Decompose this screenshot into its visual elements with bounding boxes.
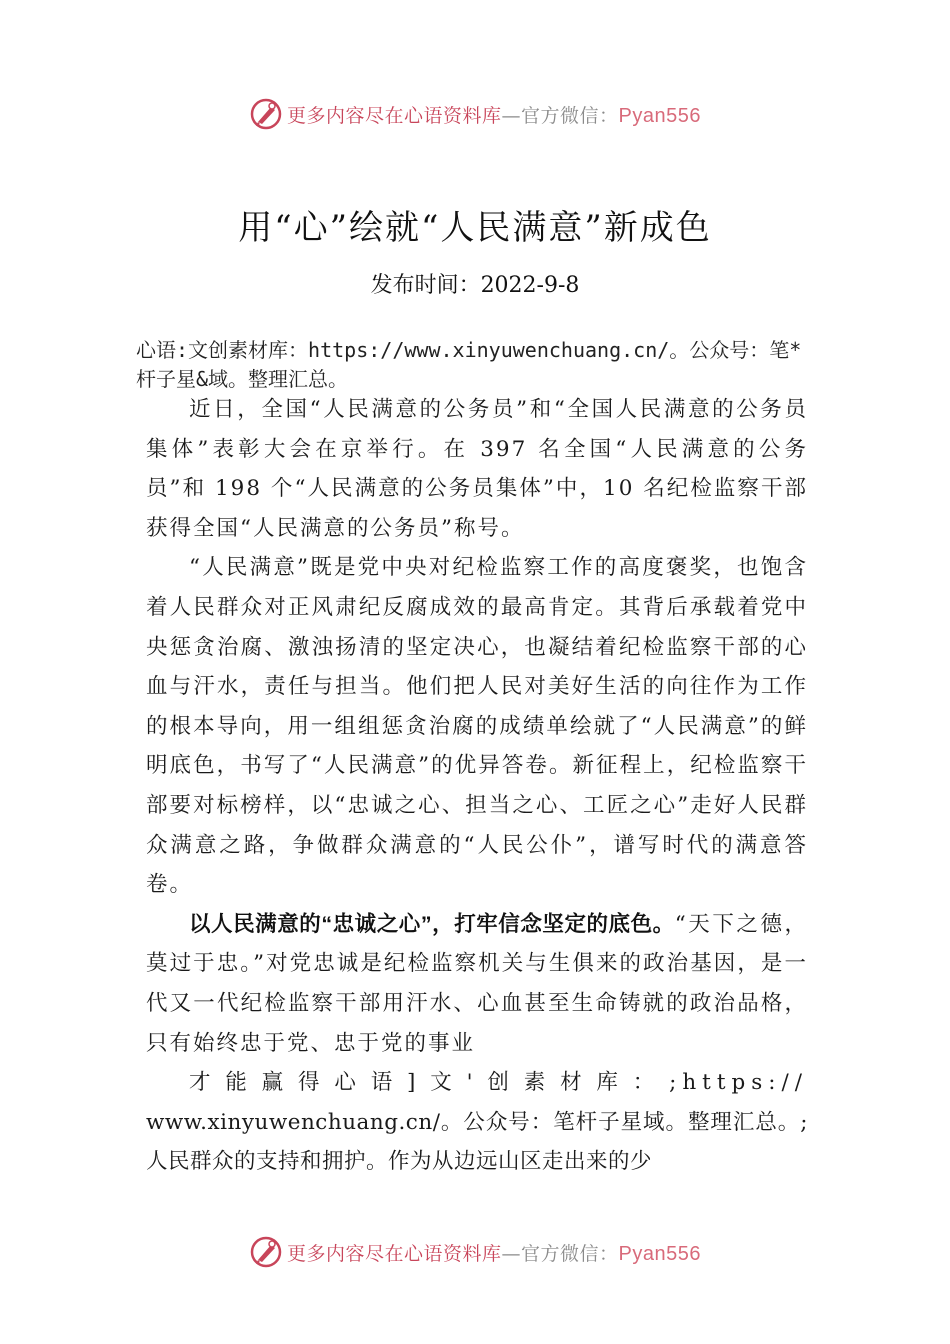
banner-wechat-id: Pyan556 [618, 104, 701, 127]
paragraph-1: 近日，全国“人民满意的公务员”和“全国人民满意的公务员集体”表彰大会在京举行。在 397 名全国“人民满意的公务员”和 198 个“人民满意的公务员集体”中，10 名纪检监察干部获得全国“人民满意的公务员”称号。 [146, 397, 808, 541]
banner-text [287, 1239, 701, 1266]
publish-date: 发布时间：2022-9-8 [370, 273, 580, 298]
paragraph-2: “人民满意”既是党中央对纪检监察工作的高度褒奖，也饱含着人民群众对正风肃纪反腐成效的最高肯定。其背后承载着党中央惩贪治腐、激浊扬清的坚定决心，也凝结着纪检监察干部的心血与汗水，责任与担当。他们把人民对美好生活的向往作为工作的根本导向，用一组组惩贪治腐的成绩单绘就了“人民满意”的鲜明底色，书写了“人民满意”的优异答卷。新征程上，纪检监察干部要对标榜样，以“忠诚之心、担当之心、工匠之心”走好人民群众满意之路，争做群众满意的“人民公仆”，谱写时代的满意答卷。 [146, 555, 808, 898]
pen-logo-icon [249, 1235, 283, 1269]
footer-banner [0, 1230, 950, 1274]
banner-wechat-label: 官方微信： [521, 1242, 619, 1265]
banner-main: 更多内容尽在心语资料库 [287, 104, 502, 127]
banner-dash: — [501, 1242, 522, 1265]
banner-wechat-id: Pyan556 [618, 1242, 701, 1265]
source-note: 心语:文创素材库：https://www.xinyuwenchuang.cn/。公众号：笔*杆子星&域。整理汇总。 [136, 338, 802, 391]
banner-dash: — [501, 104, 522, 127]
article-body [146, 390, 808, 1182]
page-title: 用“心”绘就“人民满意”新成色 [238, 208, 712, 248]
banner-main: 更多内容尽在心语资料库 [287, 1242, 502, 1265]
banner-text [287, 101, 701, 128]
pen-logo-icon [249, 97, 283, 131]
paragraph-3 [146, 905, 808, 1063]
paragraph-3-tail: www.xinyuwenchuang.cn/。公众号：笔杆子星域。整理汇总。;人民群众的支持和拥护。作为从边远山区走出来的少 [146, 1109, 808, 1175]
paragraph-3-body: “天下之德，莫过于忠。”对党忠诚是纪检监察机关与生俱来的政治基因，是一代又一代纪检监察干部用汗水、心血甚至生命铸就的政治品格，只有始终忠于党、忠于党的事业 [146, 911, 808, 1056]
paragraph-3-lead: 以人民满意的“忠诚之心”，打牢信念坚定的底色。 [189, 911, 675, 936]
header-banner [0, 92, 950, 136]
paragraph-3-spread-line: 才能赢得心语]文'创素材库：;https:// [189, 1070, 808, 1096]
banner-wechat-label: 官方微信： [521, 104, 619, 127]
